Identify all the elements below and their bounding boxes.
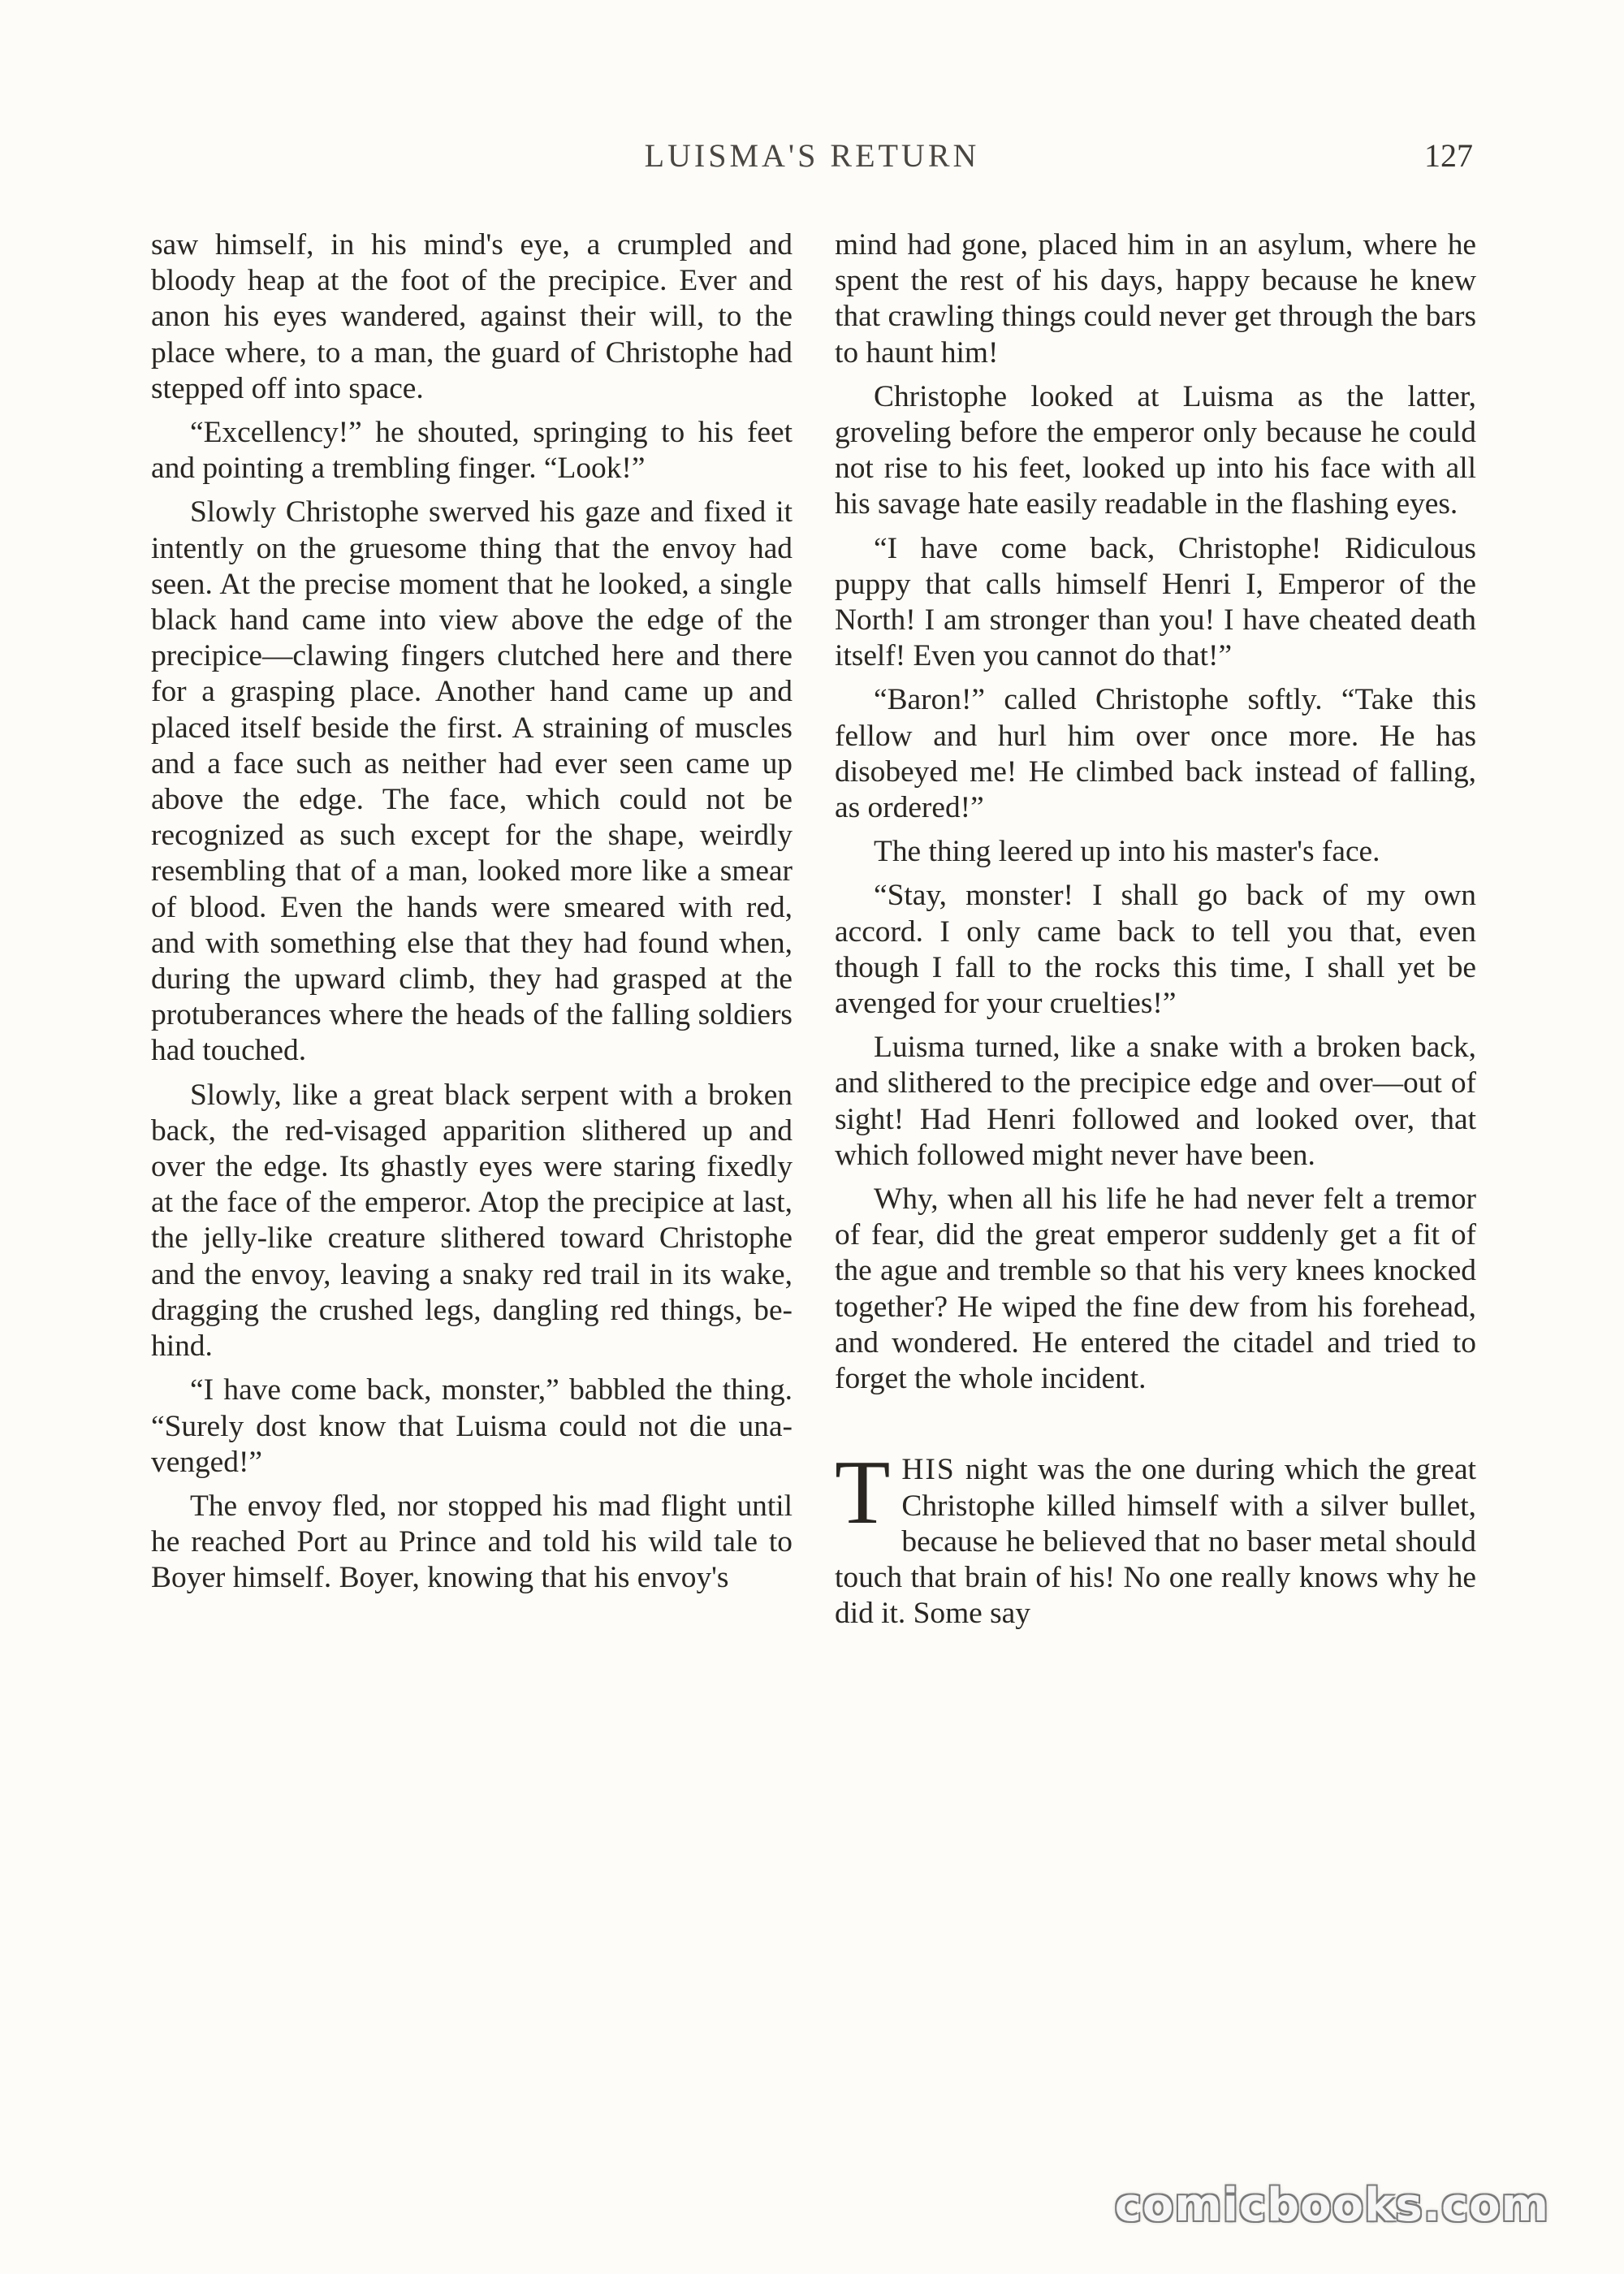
section-break <box>835 1405 1476 1452</box>
paragraph: “Excellency!” he shouted, springing to his feet and pointing a trembling finger. “Look!” <box>151 416 793 486</box>
running-title: LUISMA'S RETURN <box>644 137 980 174</box>
paragraph: Slowly Christophe swerved his gaze and fixed it intently on the gruesome thing that the envoy had seen. At the precise moment that he looked, a single black hand came into view above the edge of the precipice—clawing fingers clutched here and there for a grasping place. Another hand came up and placed itself beside the first. A straining of muscles and a face such as neither had ever seen came up above the edge. The face, which could not be recognized as such except for the shape, weirdly resembling that of a man, looked more like a smear of blood. Even the hands were smeared with red, and with something else that they had found when, during the upward climb, they had grasped at the protuberances where the heads of the falling soldiers had touched. <box>151 495 793 1068</box>
paragraph: Why, when all his life he had never felt a tremor of fear, did the great emperor suddenly get a fit of the ague and tremble so that his very knees knocked together? He wiped the fine dew from his forehead, and wondered. He entered the citadel and tried to forget the whole incident. <box>835 1182 1476 1396</box>
drop-cap: T <box>835 1442 891 1544</box>
paragraph: Luisma turned, like a snake with a broken back, and slithered to the precipice edge and over—out of sight! Had Henri followed and looked over, that which followed might never have been. <box>835 1031 1476 1172</box>
paragraph: “I have come back, Christophe! Ridiculous puppy that calls himself Henri I, Emperor of the North! I am stronger than you! I have cheated death itself! Even you cannot do that!” <box>835 531 1476 673</box>
paragraph: Christophe looked at Luisma as the latter, groveling before the emperor only because he could not rise to his feet, looked up into his face with all his savage hate easily readable in the flashing eyes. <box>835 379 1476 521</box>
paragraph: “Baron!” called Christophe softly. “Take this fellow and hurl him over once more. He has disobeyed me! He climbed back instead of falling, as ordered!” <box>835 683 1476 825</box>
section-text: night was the one during which the great Christophe killed himself with a silver bullet, because he believed that no baser metal should touch that brain of his! No one really knows why he did it. Some say <box>835 1453 1476 1631</box>
site-watermark: comicbooks.com <box>1114 2179 1549 2232</box>
paragraph: The envoy fled, nor stopped his mad flight until he reached Port au Prince and told his wild tale to Boyer himself. Boyer, knowing that his envoy's <box>151 1489 793 1595</box>
paragraph: The thing leered up into his master's face. <box>874 835 1380 869</box>
paragraph: Slowly, like a great black serpent with a broken back, the red-visaged apparition slithered up and over the edge. Its ghastly eyes were staring fixedly at the face of the emperor. Atop the precipice at last, the jelly-like creature slithered toward Christophe and the envoy, leaving a snaky red trail in its wake, dragging the crushed legs, dangling red things, behind. <box>151 1078 793 1364</box>
paragraph: saw himself, in his mind's eye, a crumpled and bloody heap at the foot of the precipice. Ever and anon his eyes wandered, against their will, to the place where, to a man, the guard of Christophe had stepped off into space. <box>151 228 793 405</box>
paragraph: mind had gone, placed him in an asylum, where he spent the rest of his days, happy because he knew that crawling things could never get through the bars to haunt him! <box>835 228 1476 370</box>
left-column <box>151 227 793 1605</box>
paragraph: “I have come back, monster,” babbled the thing. “Surely dost know that Luisma could not die unavenged!” <box>151 1373 793 1479</box>
section-first-word: HIS <box>901 1453 956 1487</box>
right-column <box>835 227 1476 1640</box>
section-opening-paragraph <box>835 1442 1476 1632</box>
running-head <box>151 136 1473 185</box>
page-number: 127 <box>1424 137 1473 174</box>
paragraph: “Stay, monster! I shall go back of my own accord. I only came back to tell you that, even though I fall to the rocks this time, I shall yet be avenged for your cruelties!” <box>835 879 1476 1021</box>
